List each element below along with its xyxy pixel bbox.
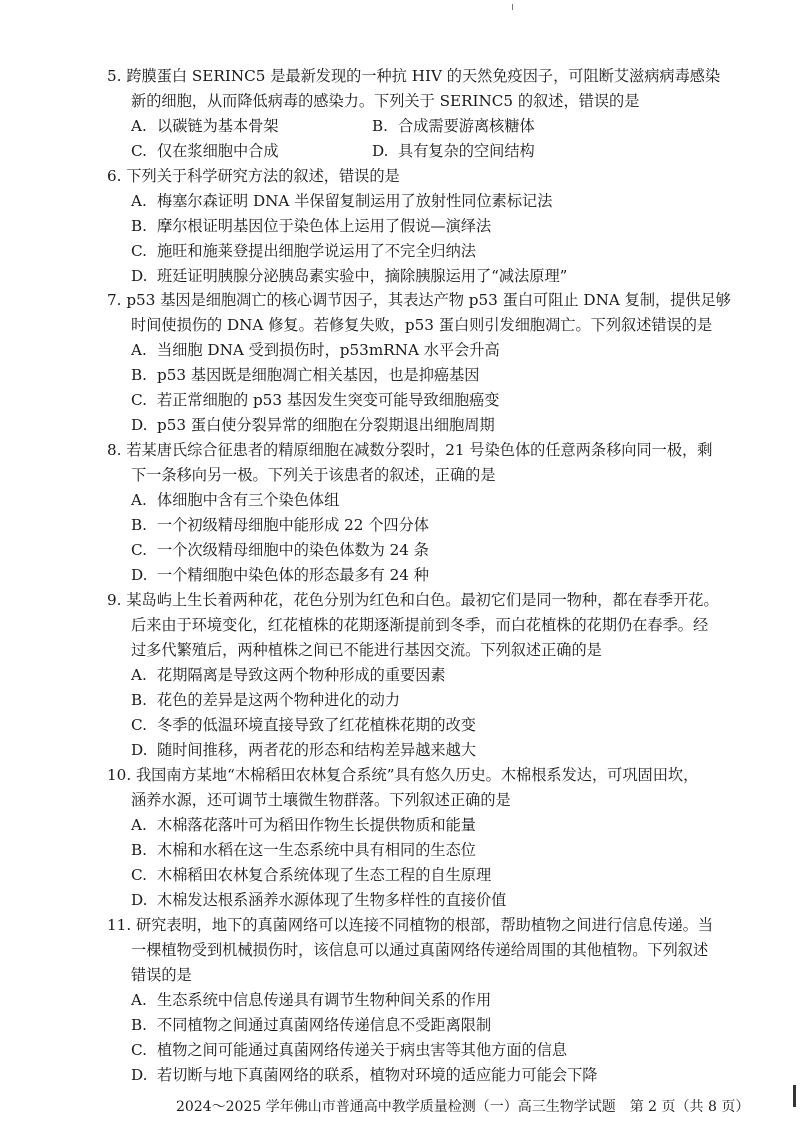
option-text: 冬季的低温环境直接导致了红花植株花期的改变 bbox=[157, 716, 476, 734]
option-text: 随时间推移，两者花的形态和结构差异越来越大 bbox=[157, 741, 476, 759]
option-text: 摩尔根证明基因位于染色体上运用了假说—演绎法 bbox=[157, 217, 492, 235]
option-text: 若切断与地下真菌网络的联系，植物对环境的适应能力可能会下降 bbox=[157, 1066, 598, 1084]
question-number: 5. bbox=[107, 67, 122, 85]
question-8-stem bbox=[107, 438, 712, 463]
question-text: p53 基因是细胞凋亡的核心调节因子，其表达产物 p53 蛋白可阻止 DNA 复制，提供足够 bbox=[126, 291, 731, 309]
option-label: D. bbox=[131, 891, 148, 909]
option-c bbox=[131, 863, 491, 888]
option-text: 木棉落花落叶可为稻田作物生长提供物质和能量 bbox=[157, 816, 476, 834]
question-text-cont: 涵养水源，还可调节土壤微生物群落。下列叙述正确的是 bbox=[131, 791, 511, 809]
option-b bbox=[131, 513, 429, 538]
option-d bbox=[131, 413, 495, 438]
option-a bbox=[131, 988, 491, 1013]
option-label: A. bbox=[131, 491, 147, 509]
option-label: D. bbox=[131, 566, 148, 584]
option-label: B. bbox=[131, 516, 147, 534]
question-6-stem bbox=[107, 164, 400, 189]
option-text: 木棉稻田农林复合系统体现了生态工程的自生原理 bbox=[157, 866, 492, 884]
option-b bbox=[131, 838, 476, 863]
option-text: 若正常细胞的 p53 基因发生突变可能导致细胞癌变 bbox=[157, 391, 500, 409]
option-label: A. bbox=[131, 341, 147, 359]
question-text-cont: 一棵植物受到机械损伤时，该信息可以通过真菌网络传递给周围的其他植物。下列叙述 bbox=[131, 941, 709, 959]
option-c bbox=[131, 1038, 567, 1063]
option-b bbox=[372, 114, 535, 139]
option-label: C. bbox=[131, 1041, 147, 1059]
question-text: 若某唐氏综合征患者的精原细胞在减数分裂时，21 号染色体的任意两条移向同一极，剩 bbox=[126, 441, 713, 459]
option-label: B. bbox=[131, 841, 147, 859]
question-number: 7. bbox=[107, 291, 122, 309]
question-7-stem bbox=[107, 288, 731, 313]
option-label: C. bbox=[131, 716, 147, 734]
option-text: 一个精细胞中染色体的形态最多有 24 种 bbox=[157, 566, 429, 584]
option-label: B. bbox=[131, 366, 147, 384]
option-d bbox=[131, 888, 506, 913]
option-label: A. bbox=[131, 666, 147, 684]
option-label: C. bbox=[131, 391, 147, 409]
question-text: 下列关于科学研究方法的叙述，错误的是 bbox=[126, 167, 400, 185]
option-b bbox=[131, 363, 479, 388]
option-c bbox=[131, 139, 279, 164]
option-a bbox=[131, 663, 446, 688]
option-text: p53 蛋白使分裂异常的细胞在分裂期退出细胞周期 bbox=[157, 416, 495, 434]
option-text: 施旺和施莱登提出细胞学说运用了不完全归纳法 bbox=[157, 242, 476, 260]
option-label: A. bbox=[131, 192, 147, 210]
option-label: D. bbox=[131, 267, 148, 285]
option-label: C. bbox=[131, 142, 147, 160]
option-text: 当细胞 DNA 受到损伤时，p53mRNA 水平会升高 bbox=[157, 341, 500, 359]
option-label: C. bbox=[131, 242, 147, 260]
option-text: 一个初级精母细胞中能形成 22 个四分体 bbox=[157, 516, 429, 534]
question-5-stem bbox=[107, 64, 720, 89]
option-text: 班廷证明胰腺分泌胰岛素实验中，摘除胰腺运用了“减法原理” bbox=[157, 267, 568, 285]
question-text: 某岛屿上生长着两种花，花色分别为红色和白色。最初它们是同一物种，都在春季开花。 bbox=[126, 591, 719, 609]
option-label: C. bbox=[131, 866, 147, 884]
option-c bbox=[131, 239, 476, 264]
question-number: 8. bbox=[107, 441, 122, 459]
option-label: B. bbox=[372, 117, 388, 135]
question-number: 9. bbox=[107, 591, 122, 609]
option-label: B. bbox=[131, 1016, 147, 1034]
option-text: 以碳链为基本骨架 bbox=[157, 117, 279, 135]
option-a bbox=[131, 813, 476, 838]
option-text: 体细胞中含有三个染色体组 bbox=[157, 491, 340, 509]
option-text: 植物之间可能通过真菌网络传递关于病虫害等其他方面的信息 bbox=[157, 1041, 568, 1059]
option-d bbox=[131, 563, 429, 588]
question-text-cont: 错误的是 bbox=[131, 966, 192, 984]
option-a bbox=[131, 189, 552, 214]
question-number: 6. bbox=[107, 167, 122, 185]
option-a bbox=[131, 114, 279, 139]
question-text-cont: 后来由于环境变化，红花植株的花期逐渐提前到冬季，而白花植株的花期仍在春季。经 bbox=[131, 616, 709, 634]
question-9-stem bbox=[107, 588, 719, 613]
option-c bbox=[131, 713, 476, 738]
option-label: D. bbox=[131, 1066, 148, 1084]
question-11-stem bbox=[107, 913, 713, 938]
option-text: 花色的差异是这两个物种进化的动力 bbox=[157, 691, 400, 709]
option-d bbox=[131, 264, 567, 289]
option-text: 花期隔离是导致这两个物种形成的重要因素 bbox=[157, 666, 446, 684]
option-text: 具有复杂的空间结构 bbox=[398, 142, 535, 160]
option-d bbox=[131, 1063, 597, 1088]
option-text: 一个次级精母细胞中的染色体数为 24 条 bbox=[157, 541, 429, 559]
question-10-stem bbox=[107, 763, 698, 788]
option-b bbox=[131, 688, 400, 713]
question-text: 研究表明，地下的真菌网络可以连接不同植物的根部，帮助植物之间进行信息传递。当 bbox=[135, 916, 714, 934]
question-text: 我国南方某地“木棉稻田农林复合系统”具有悠久历史。木棉根系发达，可巩固田坎， bbox=[135, 766, 699, 784]
question-number: 10. bbox=[107, 766, 132, 784]
option-a bbox=[131, 338, 500, 363]
scan-edge-mark bbox=[793, 1085, 796, 1107]
option-label: D. bbox=[372, 142, 389, 160]
option-c bbox=[131, 538, 429, 563]
option-b bbox=[131, 1013, 491, 1038]
question-text-cont: 新的细胞，从而降低病毒的感染力。下列关于 SERINC5 的叙述，错误的是 bbox=[131, 92, 640, 110]
scan-speck bbox=[512, 4, 513, 10]
option-text: 不同植物之间通过真菌网络传递信息不受距离限制 bbox=[157, 1016, 492, 1034]
option-label: C. bbox=[131, 541, 147, 559]
option-text: 生态系统中信息传递具有调节生物种间关系的作用 bbox=[157, 991, 492, 1009]
option-d bbox=[131, 738, 476, 763]
option-label: D. bbox=[131, 416, 148, 434]
option-label: A. bbox=[131, 991, 147, 1009]
question-text: 跨膜蛋白 SERINC5 是最新发现的一种抗 HIV 的天然免疫因子，可阻断艾滋病病毒感染 bbox=[126, 67, 721, 85]
option-text: 梅塞尔森证明 DNA 半保留复制运用了放射性同位素标记法 bbox=[157, 192, 553, 210]
option-label: A. bbox=[131, 117, 147, 135]
option-label: D. bbox=[131, 741, 148, 759]
option-text: 合成需要游离核糖体 bbox=[398, 117, 535, 135]
option-text: p53 基因既是细胞凋亡相关基因，也是抑癌基因 bbox=[157, 366, 480, 384]
option-label: A. bbox=[131, 816, 147, 834]
option-label: B. bbox=[131, 691, 147, 709]
question-text-cont: 过多代繁殖后，两种植株之间已不能进行基因交流。下列叙述正确的是 bbox=[131, 641, 602, 659]
option-text: 仅在浆细胞中合成 bbox=[157, 142, 279, 160]
question-number: 11. bbox=[107, 916, 132, 934]
option-text: 木棉发达根系涵养水源体现了生物多样性的直接价值 bbox=[157, 891, 507, 909]
option-d bbox=[372, 139, 535, 164]
option-label: B. bbox=[131, 217, 147, 235]
page-footer: 2024～2025 学年佛山市普通高中教学质量检测（一）高三生物学试题 第 2 页（共 8 页） bbox=[176, 1099, 750, 1115]
option-c bbox=[131, 388, 499, 413]
question-text-cont: 时间使损伤的 DNA 修复。若修复失败，p53 蛋白则引发细胞凋亡。下列叙述错误的是 bbox=[131, 316, 713, 334]
question-text-cont: 下一条移向另一极。下列关于该患者的叙述，正确的是 bbox=[131, 466, 496, 484]
option-a bbox=[131, 488, 339, 513]
option-b bbox=[131, 214, 491, 239]
option-text: 木棉和水稻在这一生态系统中具有相同的生态位 bbox=[157, 841, 476, 859]
